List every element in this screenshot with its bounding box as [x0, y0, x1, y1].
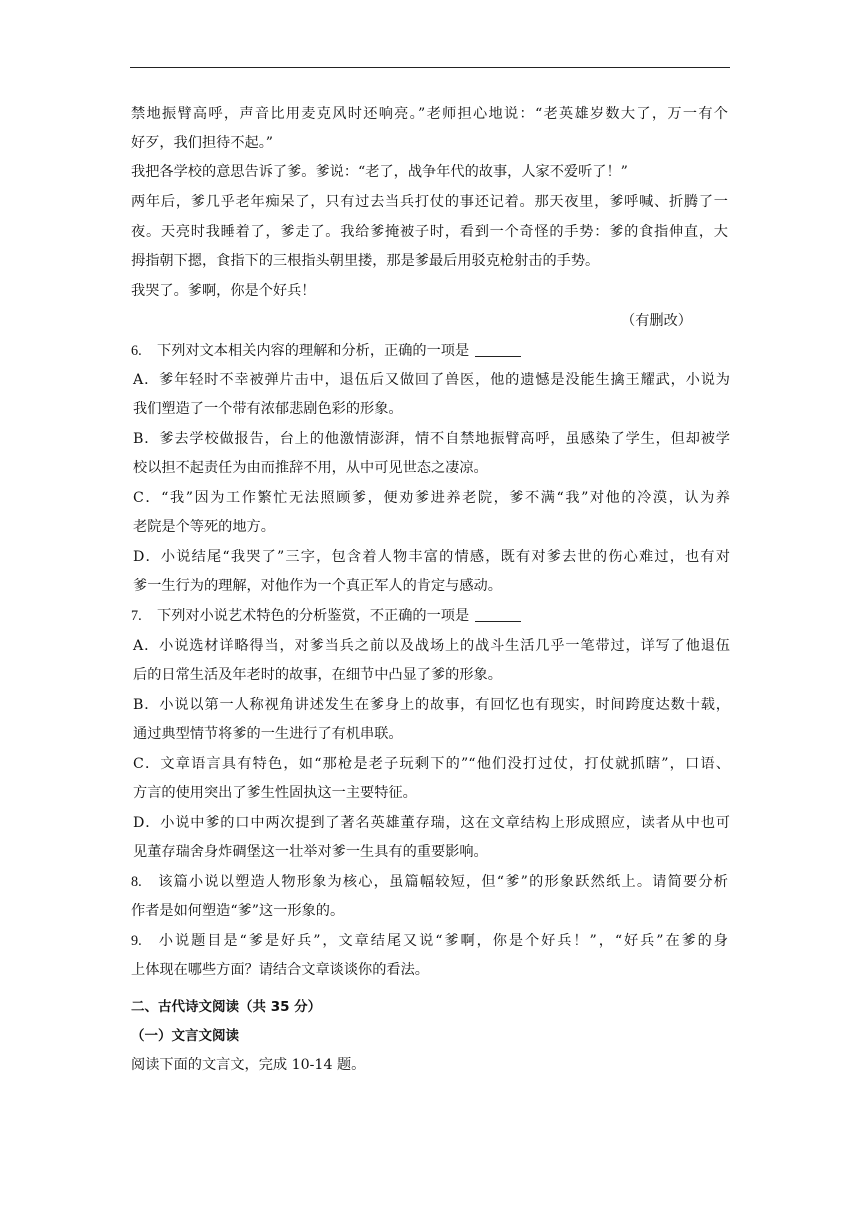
passage-line: 好歹，我们担待不起。”: [131, 135, 274, 151]
option-a-line: 我们塑造了一个带有浓郁悲剧色彩的形象。: [133, 401, 403, 417]
question-number: 8.: [131, 874, 142, 890]
passage-line: 拇指朝下摁，食指下的三根指头朝里搂，那是爹最后用驳克枪射击的手势。: [131, 253, 600, 269]
question-text: 下列对文本相关内容的理解和分析，正确的一项是: [157, 343, 470, 359]
question-7-stem: [131, 606, 521, 626]
question-8-line: [131, 872, 728, 892]
question-text: 小说题目是“爹是好兵”，文章结尾又说“爹啊，你是个好兵！”，“好兵”在爹的身: [157, 933, 728, 949]
question-8-line: 作者是如何塑造“爹”这一形象的。: [131, 903, 345, 919]
option-a-line: A．小说选材详略得当，对爹当兵之前以及战场上的战斗生活几乎一笔带过，详写了他退伍: [133, 638, 730, 654]
option-a-line: A．爹年轻时不幸被弹片击中，退伍后又做回了兽医，他的遗憾是没能生擒王耀武，小说为: [133, 372, 730, 388]
option-d-line: 爹一生行为的理解，对他作为一个真正军人的肯定与感动。: [133, 578, 502, 594]
option-b-line: 校以担不起责任为由而推辞不用，从中可见世态之凄凉。: [133, 460, 488, 476]
header-rule: [130, 67, 730, 68]
passage-line: 我把各学校的意思告诉了爹。爹说：“老了，战争年代的故事，人家不爱听了！”: [131, 164, 628, 180]
option-a-line: 后的日常生活及年老时的故事，在细节中凸显了爹的形象。: [133, 667, 502, 683]
source-note: （有删改）: [621, 313, 692, 329]
section-title: 二、古代诗文阅读（共 35 分）: [131, 999, 322, 1015]
answer-blank[interactable]: [475, 342, 521, 357]
option-b-line: B．小说以第一人称视角讲述发生在爹身上的故事，有回忆也有现实，时间跨度达数十载，: [133, 697, 730, 713]
question-number: 9.: [131, 933, 142, 949]
question-number: 7.: [131, 608, 142, 624]
question-number: 6.: [131, 343, 142, 359]
option-d-line: 见董存瑞舍身炸碉堡这一壮举对爹一生具有的重要影响。: [133, 844, 488, 860]
option-b-line: B．爹去学校做报告，台上的他激情澎湃，情不自禁地振臂高呼，虽感染了学生，但却被学: [133, 431, 730, 447]
option-c-line: 方言的使用突出了爹生性固执这一主要特征。: [133, 785, 417, 801]
option-d-line: D．小说结尾“我哭了”三字，包含着人物丰富的情感，既有对爹去世的伤心难过，也有对: [133, 549, 730, 565]
passage-line: 我哭了。爹啊，你是个好兵！: [131, 283, 316, 299]
option-c-line: C．文章语言具有特色，如“那枪是老子玩剩下的”“他们没打过仗，打仗就抓瞎”，口语、: [133, 756, 730, 772]
subsection-title: （一）文言文阅读: [131, 1028, 239, 1044]
option-b-line: 通过典型情节将爹的一生进行了有机串联。: [133, 726, 403, 742]
passage-line: 夜。天亮时我睡着了，爹走了。我给爹掩被子时，看到一个奇怪的手势：爹的食指伸直，大: [131, 224, 728, 240]
question-text: 下列对小说艺术特色的分析鉴赏，不正确的一项是: [157, 608, 470, 624]
option-c-line: C．“我”因为工作繁忙无法照顾爹，便劝爹进养老院，爹不满“我”对他的冷漠，认为养: [133, 490, 730, 506]
passage-line: 禁地振臂高呼，声音比用麦克风时还响亮。”老师担心地说：“老英雄岁数大了，万一有个: [131, 106, 728, 122]
passage-line: 两年后，爹几乎老年痴呆了，只有过去当兵打仗的事还记着。那天夜里，爹呼喊、折腾了一: [131, 194, 728, 210]
option-d-line: D．小说中爹的口中两次提到了著名英雄董存瑞，这在文章结构上形成照应，读者从中也可: [133, 815, 730, 831]
question-9-line: [131, 931, 728, 951]
question-text: 该篇小说以塑造人物形象为核心，虽篇幅较短，但“爹”的形象跃然纸上。请简要分析: [157, 874, 728, 890]
answer-blank[interactable]: [475, 607, 521, 622]
option-c-line: 老院是个等死的地方。: [133, 519, 275, 535]
question-6-stem: [131, 341, 521, 361]
question-9-line: 上体现在哪些方面？请结合文章谈谈你的看法。: [131, 962, 429, 978]
section-intro: 阅读下面的文言文，完成 10-14 题。: [131, 1057, 366, 1073]
